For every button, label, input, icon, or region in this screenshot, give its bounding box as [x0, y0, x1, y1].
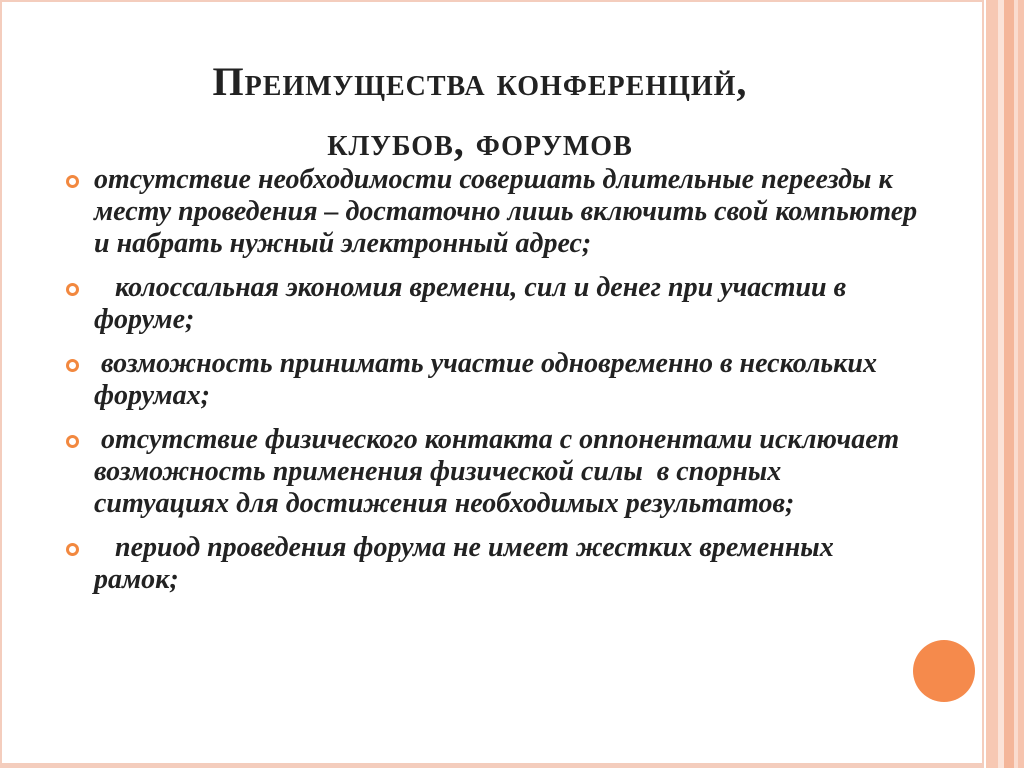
slide-title-line-1: Преимущества конференций,: [212, 59, 748, 104]
bullet-text: колоссальная экономия времени, сил и денег при участии в форуме;: [94, 272, 854, 335]
bullet-text: возможность принимать участие одновременно в нескольких форумах;: [94, 348, 884, 411]
frame-left-border: [0, 0, 2, 768]
bullet-item: [60, 272, 920, 336]
bullet-ring-icon: [66, 543, 79, 556]
frame-top-border: [0, 0, 984, 2]
bullet-ring-icon: [66, 175, 79, 188]
slide-title-line-2: клубов, форумов: [327, 119, 633, 164]
bullet-text: период проведения форума не имеет жестких временных рамок;: [94, 532, 841, 595]
bullet-item: [60, 348, 920, 412]
frame-bottom-border: [0, 763, 984, 768]
bullet-ring-icon: [66, 283, 79, 296]
bullet-item: [60, 424, 920, 520]
bullet-item: [60, 164, 925, 260]
decorative-stripe: [986, 0, 998, 768]
bullet-ring-icon: [66, 435, 79, 448]
frame-right-border: [982, 0, 984, 768]
decorative-circle: [913, 640, 975, 702]
bullet-list: [60, 164, 925, 608]
bullet-item: [60, 532, 920, 596]
bullet-text: отсутствие необходимости совершать длительные переезды к месту проведения – достаточно лишь включить свой компьютер и набрать нужный электронный адрес;: [94, 164, 925, 259]
slide-title: [80, 52, 880, 172]
decorative-stripe: [1004, 0, 1014, 768]
bullet-ring-icon: [66, 359, 79, 372]
decorative-stripe: [1018, 0, 1024, 768]
bullet-text: отсутствие физического контакта с оппонентами исключает возможность применения физической силы в спорных ситуациях для достижения необходимых результатов;: [94, 424, 907, 519]
